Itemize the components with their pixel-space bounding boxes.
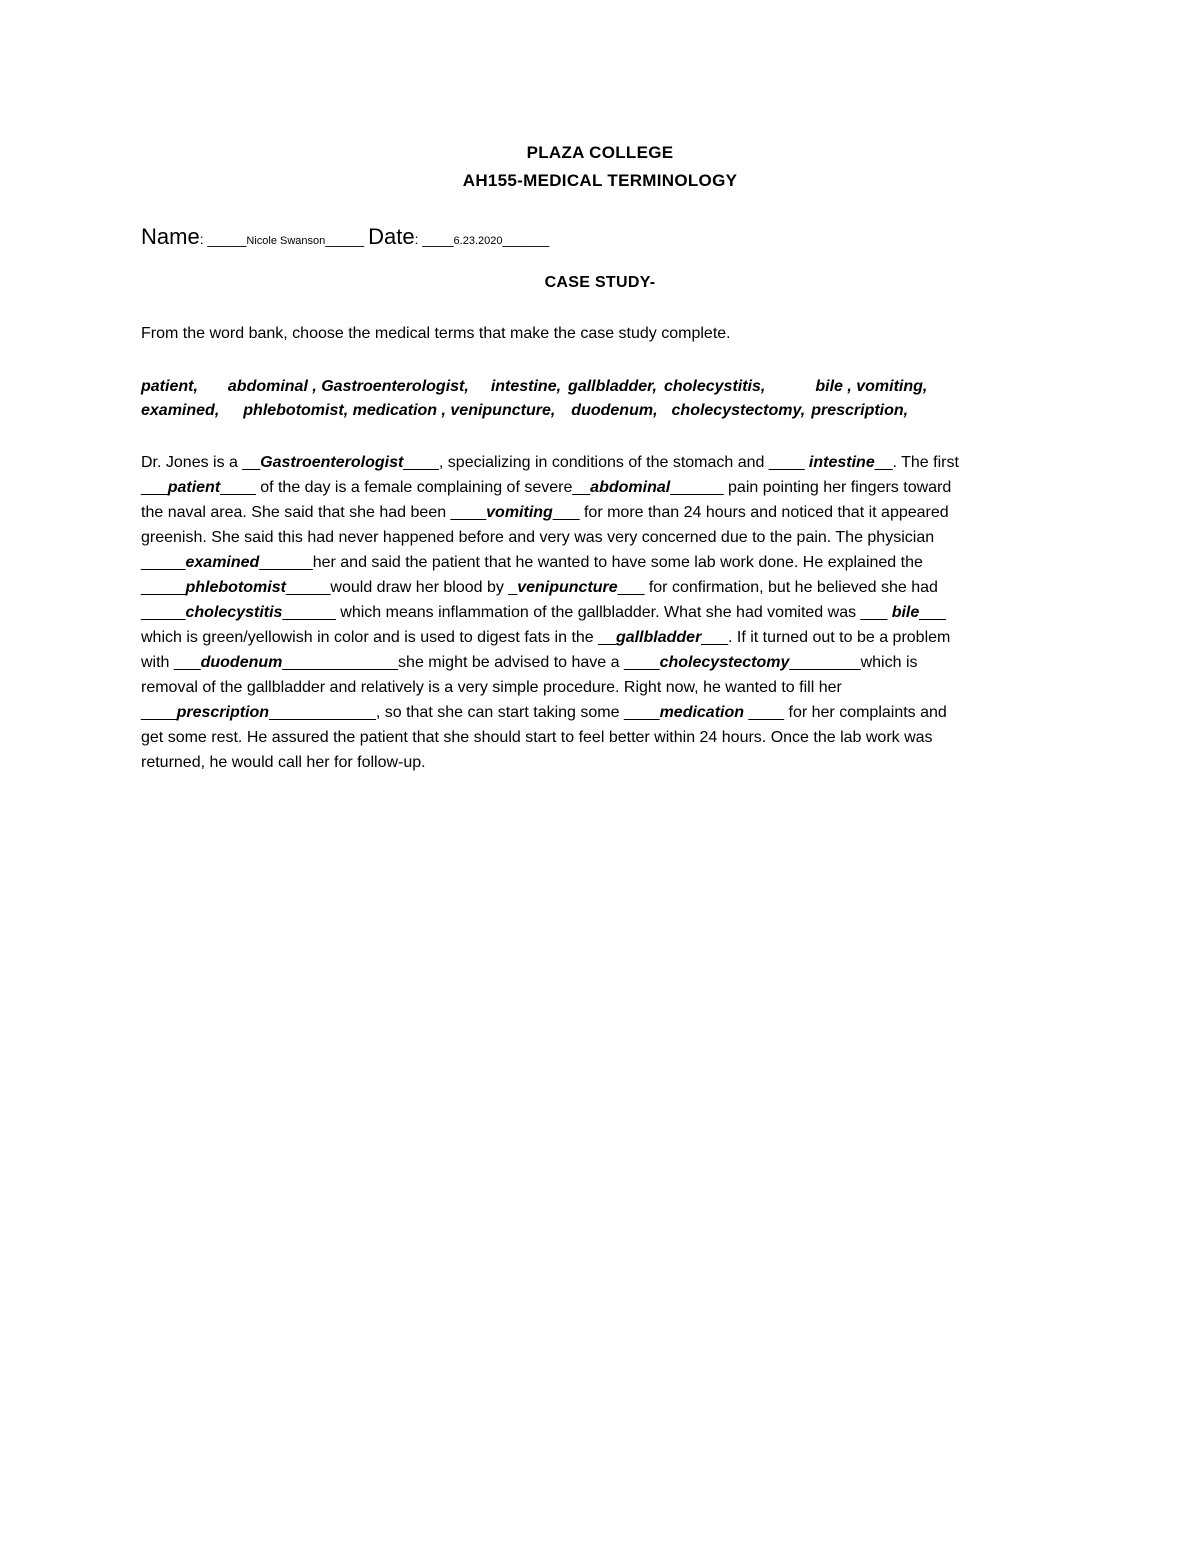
word-bank-term: duodenum, [571,402,658,419]
passage-text: with ___ [141,654,201,671]
word-bank-term: prescription, [811,402,909,419]
passage-text: which is green/yellowish in color and is used to digest fats in the __ [141,629,616,646]
passage-text: _____would draw her blood by _ [285,579,518,596]
passage-text: ____ of the day is a female complaining of severe__ [220,479,591,496]
passage-text: ______her and said the patient that he wanted to have some lab work done. He explained the [259,554,923,571]
answer-term: abdominal [590,479,671,496]
passage-text: removal of the gallbladder and relatively is a very simple procedure. Right now, he wanted to fill her [141,679,842,696]
word-bank [141,375,1041,423]
passage-line [141,675,1051,700]
passage-text: ________which is [789,654,918,671]
date-label: Date [368,224,415,249]
date-colon: : ____ [414,231,454,247]
word-bank-term: cholecystectomy, [671,402,806,419]
name-underline: _____ [325,231,369,247]
course-title: AH155-MEDICAL TERMINOLOGY [462,171,738,190]
date-value: 6.23.2020 [453,235,503,247]
passage-line [141,575,1051,600]
word-bank-term: bile , vomiting, [815,378,928,395]
answer-term: gallbladder [615,629,702,646]
passage-line [141,625,1051,650]
answer-term: medication [659,704,745,721]
word-bank-row [141,375,1041,399]
word-bank-term: abdominal , Gastroenterologist, [227,378,469,395]
word-bank-term: intestine, [490,378,562,395]
passage-text: ___ [919,604,946,621]
passage-text: _____ [141,604,186,621]
case-study-heading: CASE STUDY- [544,274,656,291]
passage-line [141,500,1051,525]
answer-term: intestine [808,454,875,471]
passage-text: ____ for her complaints and [744,704,947,721]
passage-text: get some rest. He assured the patient that she should start to feel better within 24 hours. Once the lab work was [141,729,933,746]
word-bank-term: cholecystitis, [663,378,766,395]
passage-text: the naval area. She said that she had been ____ [141,504,487,521]
passage-line [141,700,1051,725]
word-bank-term: phlebotomist, medication , venipuncture, [243,402,556,419]
answer-term: duodenum [200,654,283,671]
name-label: Name [141,224,200,249]
case-study-passage [141,450,1051,775]
passage-text: ___ for more than 24 hours and noticed that it appeared [552,504,949,521]
passage-text: ____ [141,704,177,721]
passage-text: ___. If it turned out to be a problem [701,629,951,646]
passage-text: __. The first [874,454,959,471]
passage-text: ____________, so that she can start taking some ____ [269,704,660,721]
passage-text: _____________she might be advised to have a ____ [282,654,660,671]
answer-term: examined [185,554,260,571]
institution-title: PLAZA COLLEGE [526,143,674,162]
word-bank-term: patient, [141,378,198,395]
passage-line [141,750,1051,775]
passage-line [141,600,1051,625]
passage-text: ____, specializing in conditions of the stomach and ____ [403,454,809,471]
passage-text: returned, he would call her for follow-up. [141,754,426,771]
word-bank-term: gallbladder, [568,378,657,395]
answer-term: venipuncture [517,579,618,596]
word-bank-term: examined, [141,402,220,419]
name-value: Nicole Swanson [246,235,326,247]
passage-line [141,450,1051,475]
answer-term: bile [891,604,920,621]
date-underline: ______ [502,231,550,247]
passage-line [141,550,1051,575]
name-date-line [141,224,549,250]
answer-term: patient [167,479,221,496]
passage-text: _____ [141,579,186,596]
answer-term: phlebotomist [185,579,286,596]
answer-term: cholecystitis [185,604,283,621]
passage-line [141,525,1051,550]
passage-text: ___ for confirmation, but he believed she had [617,579,938,596]
answer-term: cholecystectomy [659,654,790,671]
passage-line [141,725,1051,750]
passage-text: Dr. Jones is a __ [141,454,261,471]
answer-term: Gastroenterologist [260,454,404,471]
passage-text: ______ pain pointing her fingers toward [670,479,952,496]
passage-line [141,650,1051,675]
answer-term: vomiting [486,504,553,521]
passage-text: ___ [141,479,168,496]
instructions-text: From the word bank, choose the medical terms that make the case study complete. [141,325,731,342]
passage-line [141,475,1051,500]
name-colon: : _____ [199,231,247,247]
passage-text: ______ which means inflammation of the gallbladder. What she had vomited was ___ [282,604,892,621]
passage-text: greenish. She said this had never happened before and very was very concerned due to the pain. The physician [141,529,935,546]
answer-term: prescription [176,704,270,721]
word-bank-row [141,399,1041,423]
passage-text: _____ [141,554,186,571]
